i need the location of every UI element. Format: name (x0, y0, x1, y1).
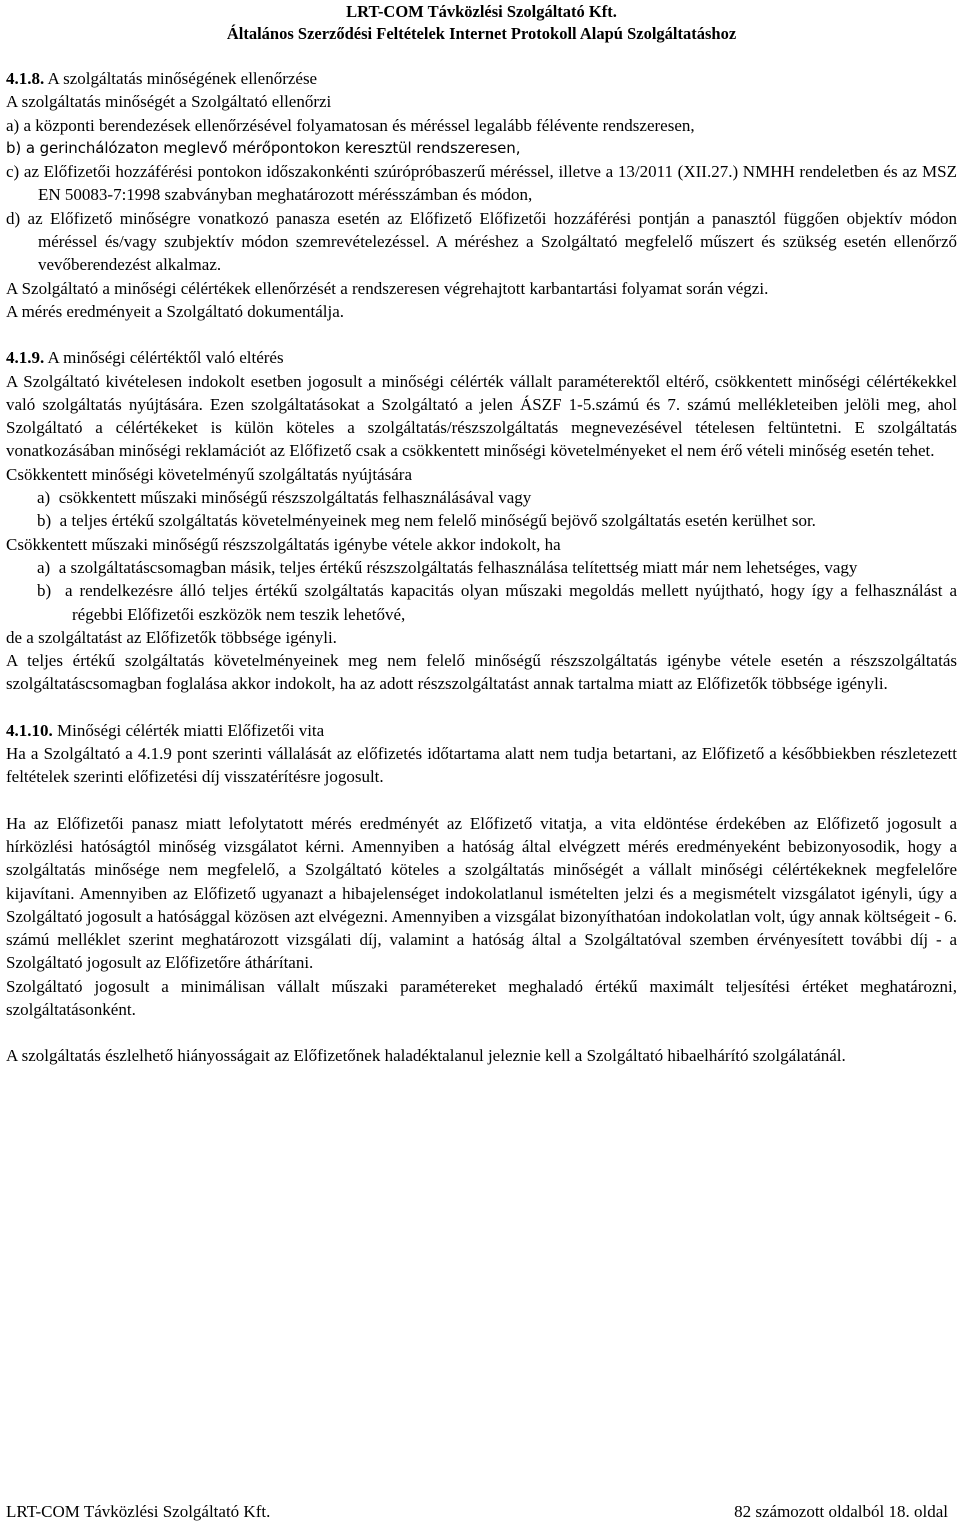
list-item-b: b) a rendelkezésre álló teljes értékű szolgáltatás kapacitás olyan műszaki megoldás mellett nyújtható, hogy így a felhasználást a régebbi Előfizetői eszközök nem teszik lehetővé, (37, 581, 957, 624)
list-item-b: b) a gerinchálózaton meglevő mérőpontokon keresztül rendszeresen, (6, 138, 521, 157)
section-4-1-8-heading (6, 67, 957, 90)
paragraph: de a szolgáltatást az Előfizetők többsége igényli. (6, 627, 337, 647)
header-doc-title: Általános Szerződési Feltételek Internet Protokoll Alapú Szolgáltatáshoz (226, 24, 737, 43)
document-body (6, 67, 957, 1068)
document-page (6, 0, 957, 1068)
footer-page-number: 82 számozott oldalból 18. oldal (734, 1502, 948, 1521)
section-number: 4.1.9. (6, 348, 45, 368)
paragraph: A teljes értékű szolgáltatás követelményeinek meg nem felelő minőségű részszolgáltatás igénybe vétele esetén a részszolgáltatás szolgáltatáscsomagban foglalása akkor indokolt, ha az adott részszolgáltatást annak tartalma miatt az Előfizetők többsége igényli. (6, 651, 957, 694)
section-4-1-10-heading (6, 719, 957, 742)
section-number: 4.1.10. (6, 720, 53, 740)
section-number: 4.1.8. (6, 69, 45, 88)
footer-company: LRT-COM Távközlési Szolgáltató Kft. (6, 1502, 271, 1521)
spacer (6, 789, 957, 812)
paragraph: Csökkentett műszaki minőségű részszolgáltatás igénybe vétele akkor indokolt, ha (6, 534, 561, 554)
section-4-1-9-heading (6, 346, 957, 369)
paragraph: A Szolgáltató kivételesen indokolt esetben jogosult a minőségi célérték vállalt paraméterektől eltérő, csökkentett minőségi célértékekkel való szolgáltatás nyújtására. Ezen szolgáltatásokat a Szolgáltató a jelen ÁSZF 1-5.számú és 7. számú mellékleteiben jelöli meg, ahol Szolgáltató a célértékeket is külön köteles a szolgáltatás/részszolgáltatás megnevezésével tételesen feltüntetni. E szolgáltatás vonatkozásában minőségi reklamációt az Előfizető csak a csökkentett minőségi követelményeket el nem érő vételi minőség esetén tehet. (6, 371, 957, 461)
list-item-a: a) a szolgáltatáscsomagban másik, teljes értékű részszolgáltatás felhasználása telítettség miatt már nem lehetséges, vagy (37, 557, 858, 577)
spacer (6, 696, 957, 719)
paragraph: Csökkentett minőségi követelményű szolgáltatás nyújtására (6, 464, 413, 484)
paragraph: Ha az Előfizetői panasz miatt lefolytatott mérés eredményét az Előfizető vitatja, a vita eldöntése érdekében az Előfizető jogosult a hírközlési hatóságtól minőség vizsgálatot kérni. Amennyiben a hatóság által elvégzett mérés eredményeként bebizonyosodik, hogy a szolgáltatás minősége nem megfelelő, a Szolgáltató köteles a szolgáltatás minőségét a vállalt minőségi célértékeknek megfelelőre kijavítani. Amennyiben az Előfizető ugyanazt a hibajelenséget indokolatlanul ismételten jelzi és a megismételt vizsgálatot igényli, úgy a Szolgáltató jogosult a hatósággal közösen azt elvégezni. Amennyiben a vizsgálat bizonyíthatóan indokolatlan volt, úgy annak költségeit - 6. számú melléklet szerint meghatározott vizsgálati díj, valamint a hatóság által a Szolgáltatóval szemben érvényesített további díj - a Szolgáltató jogosult az Előfizetőre áthárítani. (6, 813, 957, 973)
section-title: A szolgáltatás minőségének ellenőrzése (44, 69, 318, 88)
paragraph: Ha a Szolgáltató a 4.1.9 pont szerinti vállalását az előfizetés időtartama alatt nem tudja betartani, az Előfizető a későbbiekben részletezett feltételek szerinti előfizetési díj visszatérítésre jogosult. (6, 744, 957, 787)
list-item-a: a) a központi berendezések ellenőrzésével folyamatosan és méréssel legalább félévente rendszeresen, (6, 115, 695, 135)
list-item-c: c) az Előfizetői hozzáférési pontokon időszakonkénti szúrópróbaszerű méréssel, illetve a 13/2011 (XII.27.) NMHH rendeletben és az MSZ EN 50083-7:1998 szabványban meghatározott mérésszámban és módon, (6, 162, 957, 205)
list-item-a: a) csökkentett műszaki minőségű részszolgáltatás felhasználásával vagy (37, 488, 532, 508)
paragraph: A mérés eredményeit a Szolgáltató dokumentálja. (6, 301, 344, 321)
spacer (6, 323, 957, 346)
paragraph: A Szolgáltató a minőségi célértékek ellenőrzését a rendszeresen végrehajtott karbantartási folyamat során végzi. (6, 278, 769, 298)
spacer (6, 1021, 957, 1044)
list-item-d: d) az Előfizető minőségre vonatkozó panasza esetén az Előfizető Előfizetői hozzáférési pontján a panasztól függően objektív módon méréssel és/vagy szubjektív módon szemrevételezéssel. A méréshez a Szolgáltató megfelelő műszert és szükség esetén ellenőrző vevőberendezést alkalmaz. (6, 208, 957, 275)
paragraph: Szolgáltató jogosult a minimálisan vállalt műszaki paramétereket meghaladó értékű maximált teljesítési értéket meghatározni, szolgáltatásonként. (6, 976, 957, 1019)
section-title: A minőségi célértéktől való eltérés (44, 348, 284, 368)
section-title: Minőségi célérték miatti Előfizetői vita (52, 720, 325, 740)
page-footer (6, 1500, 948, 1523)
header-company: LRT-COM Távközlési Szolgáltató Kft. (346, 2, 617, 21)
paragraph: A szolgáltatás minőségét a Szolgáltató ellenőrzi (6, 92, 332, 112)
list-item-b: b) a teljes értékű szolgáltatás követelményeinek meg nem felelő minőségű bejövő szolgáltatás esetén kerülhet sor. (37, 511, 816, 531)
page-header (6, 0, 957, 45)
paragraph: A szolgáltatás észlelhető hiányosságait az Előfizetőnek haladéktalanul jeleznie kell a Szolgáltató hibaelhárító szolgálatánál. (6, 1046, 846, 1066)
